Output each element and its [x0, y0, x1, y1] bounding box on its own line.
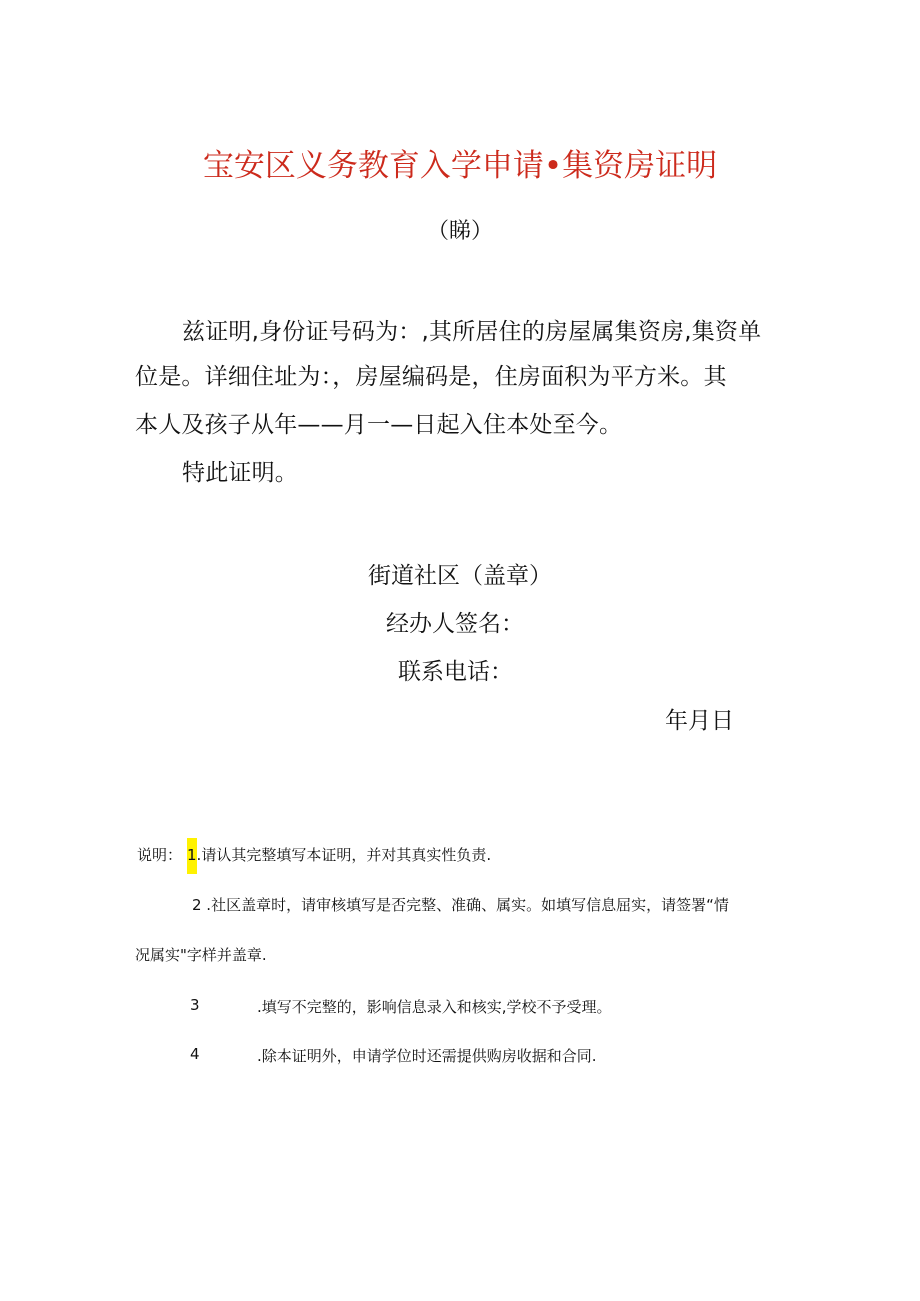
document-subtitle: （睇）: [426, 219, 493, 244]
phone-label: 联系电话：: [398, 659, 513, 685]
note-item-2-line-2: 况属实"字样并盖章.: [135, 946, 267, 964]
document-title: 宝安区义务教育入学申请•集资房证明: [202, 148, 718, 184]
note-3-number: 3: [190, 996, 200, 1014]
body-line-3: 本人及孩子从年——月一—日起入住本处至今。: [135, 412, 623, 438]
date-label: 年月日: [665, 708, 734, 734]
note-3-text: .填写不完整的，影响信息录入和核实,学校不予受理。: [257, 998, 612, 1016]
note-4-number: 4: [190, 1045, 200, 1063]
body-line-4: 特此证明。: [182, 460, 298, 486]
handler-signature-label: 经办人签名：: [386, 611, 524, 637]
body-line-1: 兹证明,身份证号码为：,其所居住的房屋属集资房,集资单: [182, 319, 762, 345]
note-item-2-line-1: 2 .社区盖章时，请审核填写是否完整、准确、属实。如填写信息屈实，请签署“情: [192, 896, 729, 914]
body-line-2: 位是。详细住址为：，房屋编码是，住房面积为平方米。其: [135, 364, 727, 390]
note-1-text: .请认其完整填写本证明，并对其真实性负责.: [196, 846, 492, 864]
note-1-number-highlight: 1: [187, 838, 197, 874]
notes-label: 说明：: [137, 846, 183, 864]
note-item-1: [187, 844, 491, 874]
stamp-label: 街道社区（盖章）: [368, 563, 552, 589]
note-4-text: .除本证明外，申请学位时还需提供购房收据和合同.: [257, 1047, 597, 1065]
